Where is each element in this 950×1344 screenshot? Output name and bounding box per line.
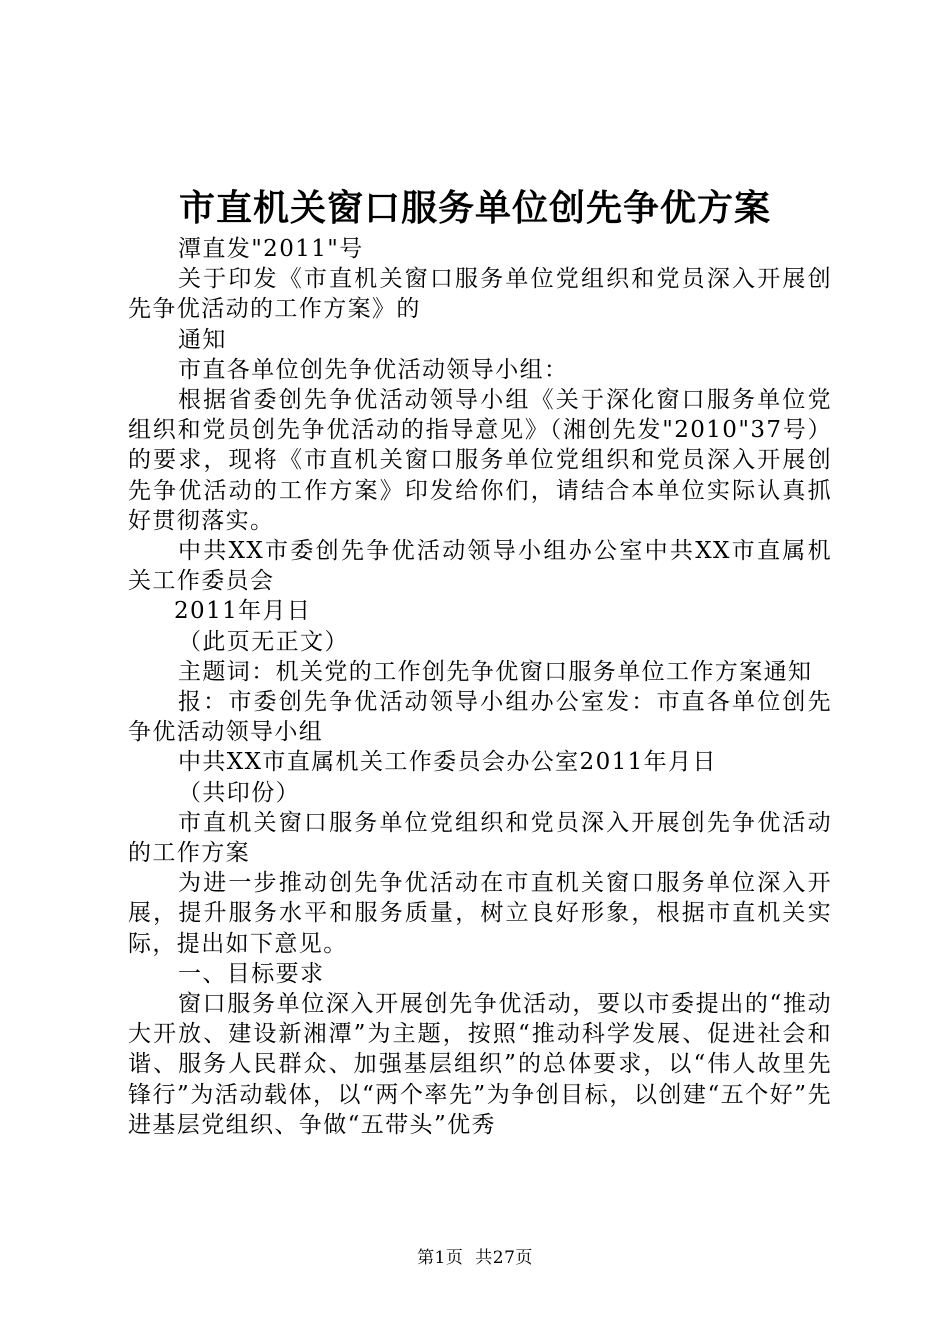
- paragraph-addressee: 市直各单位创先争优活动领导小组：: [178, 356, 569, 383]
- paragraph-intro: 为进一步推动创先争优活动在市直机关窗口服务单位深入开展，提升服务水平和服务质量，树立良好形象，根据市直机关实际，提出如下意见。: [128, 870, 832, 957]
- paragraph-issuer: 中共XX市委创先争优活动领导小组办公室中共XX市直属机关工作委员会: [128, 538, 832, 595]
- paragraph-no-body-note: （此页无正文）: [178, 628, 349, 655]
- paragraph-doc-number: 潭直发"2011"号: [178, 236, 364, 262]
- document-body: [128, 234, 832, 1140]
- paragraph-notice-body: 根据省委创先争优活动领导小组《关于深化窗口服务单位党组织和党员创先争优活动的指导意见》（湘创先发"2010"37号）的要求，现将《市直机关窗口服务单位党组织和党员深入开展创先争优活动的工作方案》印发给你们，请结合本单位实际认真抓好贯彻落实。: [128, 387, 832, 534]
- paragraph-date: 2011年月日: [174, 598, 312, 625]
- page-footer: [0, 1247, 950, 1269]
- paragraph-section-heading: 一、目标要求: [178, 960, 325, 987]
- paragraph-office-date: 中共XX市直属机关工作委员会办公室2011年月日: [178, 749, 717, 776]
- document-title: 市直机关窗口服务单位创先争优方案: [178, 187, 771, 229]
- paragraph-plan-title: 市直机关窗口服务单位党组织和党员深入开展创先争优活动的工作方案: [128, 809, 832, 867]
- paragraph-goals: 窗口服务单位深入开展创先争优活动，要以市委提出的“推动大开放、建设新湘潭”为主题，按照“推动科学发展、促进社会和谐、服务人民群众、加强基层组织”的总体要求，以“伟人故里先锋行”为活动载体，以“两个率先”为争创目标，以创建“五个好”先进基层党组织、争做“五带头”优秀: [128, 991, 832, 1138]
- page-number: 第1页: [417, 1248, 464, 1268]
- paragraph-distribution: 报：市委创先争优活动领导小组办公室发：市直各单位创先争优活动领导小组: [128, 689, 832, 746]
- paragraph-keywords: 主题词：机关党的工作创先争优窗口服务单位工作方案通知: [178, 658, 813, 685]
- paragraph-notice-word: 通知: [178, 326, 227, 353]
- paragraph-notice-heading: 关于印发《市直机关窗口服务单位党组织和党员深入开展创先争优活动的工作方案》的: [128, 266, 832, 323]
- page-total: 共27页: [475, 1248, 533, 1268]
- paragraph-copies: （共印份）: [178, 779, 300, 806]
